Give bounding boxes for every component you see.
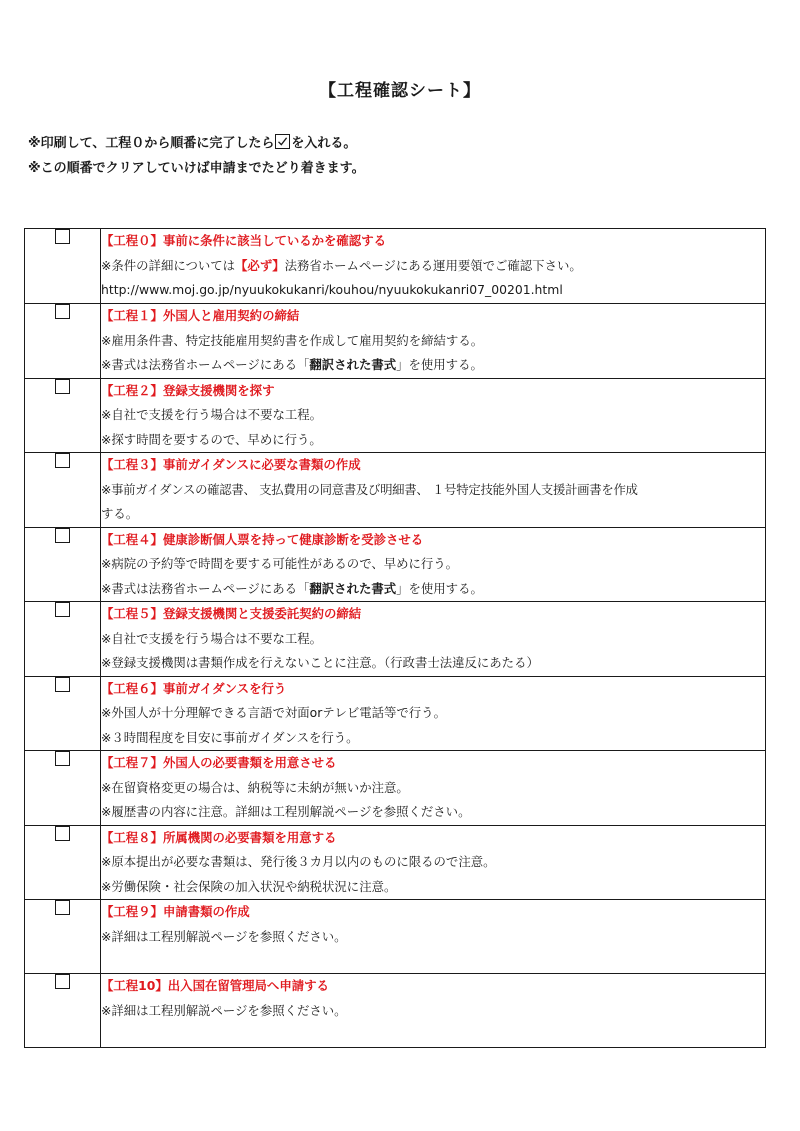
note-text: ※書式は法務省ホームページにある「 [101, 357, 310, 372]
step-title: 【工程１】外国人と雇用契約の締結 [101, 308, 300, 323]
table-row [25, 527, 766, 602]
step-checkbox[interactable] [55, 677, 70, 692]
checkbox-cell [25, 527, 101, 602]
step-note [101, 577, 765, 602]
step-content [101, 378, 766, 453]
checkbox-cell [25, 378, 101, 453]
table-row [25, 602, 766, 677]
step-note: ※外国人が十分理解できる言語で対面orテレビ電話等で行う。 [101, 705, 446, 720]
emphasis-text: 【必ず】 [235, 257, 285, 273]
instruction-line-1 [28, 131, 365, 156]
step-checkbox[interactable] [55, 453, 70, 468]
step-checkbox[interactable] [55, 304, 70, 319]
step-checkbox[interactable] [55, 528, 70, 543]
note-text: 法務省ホームページにある運用要領でご確認下さい。 [284, 257, 582, 273]
checkbox-cell [25, 229, 101, 304]
instruction-text: ※印刷して、工程０から順番に完了したら [28, 136, 275, 151]
table-row [25, 453, 766, 528]
step-checkbox[interactable] [55, 751, 70, 766]
step-title: 【工程５】登録支援機関と支援委託契約の締結 [101, 606, 362, 621]
step-checkbox[interactable] [55, 974, 70, 989]
step-note: ※登録支援機関は書類作成を行えないことに注意。（行政書士法違反にあたる） [101, 655, 539, 670]
step-checkbox[interactable] [55, 379, 70, 394]
step-note: ※自社で支援を行う場合は不要な工程。 [101, 630, 323, 646]
step-title: 【工程２】登録支援機関を探す [101, 382, 275, 398]
page-title: 【工程確認シート】 [319, 81, 481, 101]
step-content [101, 751, 766, 826]
emphasis-text: 翻訳された書式 [309, 580, 397, 596]
step-note: ※探す時間を要するので、早めに行う。 [101, 431, 322, 447]
step-title: 【工程10】出入国在留管理局へ申請する [101, 978, 329, 993]
step-note [101, 254, 765, 279]
step-note: ※雇用条件書、特定技能雇用契約書を作成して雇用契約を締結する。 [101, 332, 484, 348]
step-title: 【工程９】申請書類の作成 [101, 904, 250, 919]
step-content [101, 974, 766, 1048]
note-text: ※条件の詳細については [101, 257, 236, 273]
step-content [101, 527, 766, 602]
step-content [101, 676, 766, 751]
note-text: 」を使用する。 [396, 357, 483, 372]
step-checkbox[interactable] [55, 826, 70, 841]
step-title: 【工程８】所属機関の必要書類を用意する [101, 829, 337, 845]
table-row [25, 825, 766, 900]
instruction-text: を入れる。 [291, 136, 357, 151]
step-checkbox[interactable] [55, 229, 70, 244]
table-row [25, 900, 766, 974]
checkbox-cell [25, 900, 101, 974]
step-note: ※詳細は工程別解説ページを参照ください。 [101, 1002, 347, 1018]
emphasis-text: 翻訳された書式 [309, 357, 397, 372]
step-note: する。 [101, 506, 139, 521]
step-note: ※原本提出が必要な書類は、発行後３カ月以内のものに限るので注意。 [101, 854, 496, 869]
checkbox-cell [25, 453, 101, 528]
step-note: ※在留資格変更の場合は、納税等に未納が無いか注意。 [101, 779, 409, 795]
note-text: 」を使用する。 [396, 580, 483, 596]
checkbox-cell [25, 751, 101, 826]
step-checkbox[interactable] [55, 602, 70, 617]
step-note: ※詳細は工程別解説ページを参照ください。 [101, 928, 347, 944]
checkbox-cell [25, 304, 101, 379]
instructions [28, 131, 365, 181]
instruction-line-2: ※この順番でクリアしていけば申請までたどり着きます。 [28, 161, 365, 176]
step-note: ※病院の予約等で時間を要する可能性があるので、早めに行う。 [101, 556, 459, 571]
step-title: 【工程４】健康診断個人票を持って健康診断を受診させる [101, 531, 424, 547]
step-note [101, 353, 765, 378]
step-checkbox[interactable] [55, 900, 70, 915]
step-title: 【工程０】事前に条件に該当しているかを確認する [101, 233, 386, 248]
step-note: ※労働保険・社会保険の加入状況や納税状況に注意。 [101, 878, 397, 894]
checkbox-cell [25, 974, 101, 1048]
reference-url: http://www.moj.go.jp/nyuukokukanri/kouhou/nyuukokukanri07_00201.html [101, 282, 563, 297]
step-content [101, 900, 766, 974]
process-checklist-table [24, 228, 766, 1048]
step-title: 【工程７】外国人の必要書類を用意させる [101, 755, 337, 770]
step-content [101, 229, 766, 304]
step-note: ※履歴書の内容に注意。詳細は工程別解説ページを参照ください。 [101, 804, 471, 819]
step-content [101, 602, 766, 677]
note-text: ※書式は法務省ホームページにある「 [101, 580, 310, 596]
step-title: 【工程３】事前ガイダンスに必要な書類の作成 [101, 457, 361, 472]
checkmark-box-icon [275, 134, 290, 149]
checkbox-cell [25, 676, 101, 751]
checkbox-cell [25, 825, 101, 900]
step-content [101, 825, 766, 900]
step-title: 【工程６】事前ガイダンスを行う [101, 680, 287, 696]
table-row [25, 229, 766, 304]
table-row [25, 378, 766, 453]
table-row [25, 751, 766, 826]
step-note: ※自社で支援を行う場合は不要な工程。 [101, 407, 323, 422]
table-row [25, 676, 766, 751]
step-note: ※３時間程度を目安に事前ガイダンスを行う。 [101, 729, 359, 745]
table-row [25, 974, 766, 1048]
checkbox-cell [25, 602, 101, 677]
table-row [25, 304, 766, 379]
step-note: ※事前ガイダンスの確認書、 支払費用の同意書及び明細書、 １号特定技能外国人支援計画書を作成 [101, 481, 638, 497]
step-content [101, 453, 766, 528]
step-content [101, 304, 766, 379]
